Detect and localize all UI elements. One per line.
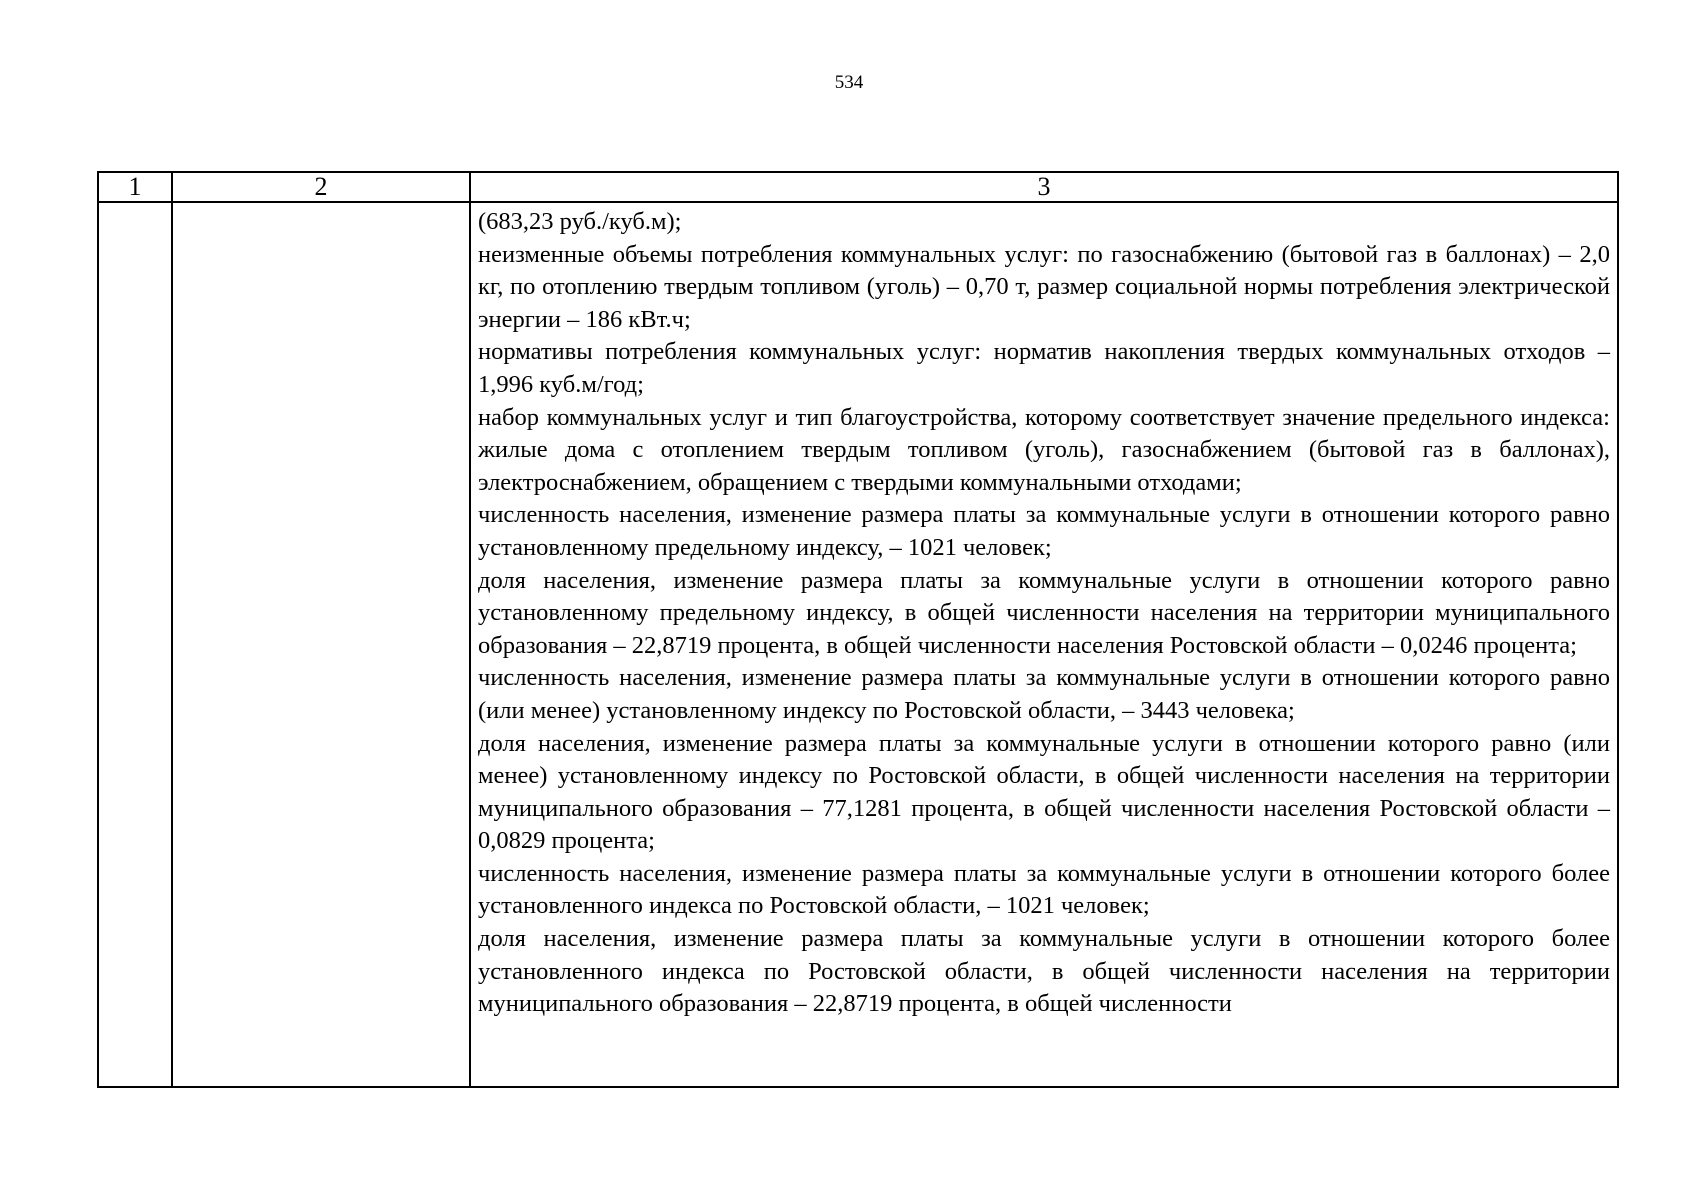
column-header-1: 1: [98, 172, 172, 202]
cell-column-1: [98, 202, 172, 1087]
column-header-3: 3: [470, 172, 1618, 202]
page-number: 534: [834, 72, 864, 93]
paragraph: численность населения, изменение размера платы за коммунальные услуги в отношении которого равно (или менее) установленному индексу по Ростовской области, – 3443 человека;: [478, 664, 1610, 724]
cell-column-3: [470, 202, 1618, 1087]
paragraph: численность населения, изменение размера платы за коммунальные услуги в отношении которого равно установленному предельному индексу, – 1021 человек;: [478, 501, 1610, 561]
table-header-row: [98, 172, 1618, 202]
paragraph: доля населения, изменение размера платы за коммунальные услуги в отношении которого равно установленному предельному индексу, в общей численности населения на территории муниципального образования – 22,8719 процента, в общей численности населения Ростовской области – 0,0246 процента;: [478, 566, 1610, 659]
paragraph: доля населения, изменение размера платы за коммунальные услуги в отношении которого более установленного индекса по Ростовской области, в общей численности населения на территории муниципального образования – 22,8719 процента, в общей численности: [478, 925, 1610, 1018]
column-header-2: 2: [172, 172, 470, 202]
table-row: [98, 202, 1618, 1087]
cell-column-2: [172, 202, 470, 1087]
document-table: [97, 171, 1619, 1088]
paragraph: численность населения, изменение размера платы за коммунальные услуги в отношении которого более установленного индекса по Ростовской области, – 1021 человек;: [478, 859, 1610, 920]
paragraph: доля населения, изменение размера платы за коммунальные услуги в отношении которого равно (или менее) установленному индексу по Ростовской области, в общей численности населения на территории муниципального образования – 77,1281 процента, в общей численности населения Ростовской области – 0,0829 процента;: [478, 729, 1610, 855]
paragraph: (683,23 руб./куб.м);: [478, 208, 682, 235]
paragraph: нормативы потребления коммунальных услуг: норматив накопления твердых коммунальных отходов – 1,996 куб.м/год;: [478, 338, 1610, 398]
paragraph: неизменные объемы потребления коммунальных услуг: по газоснабжению (бытовой газ в баллонах) – 2,0 кг, по отоплению твердым топливом (уголь) – 0,70 т, размер социальной нормы потребления электрической энергии – 186 кВт.ч;: [478, 240, 1610, 333]
paragraph: набор коммунальных услуг и тип благоустройства, которому соответствует значение предельного индекса: жилые дома с отоплением твердым топливом (уголь), газоснабжением (бытовой газ в баллонах), электроснабжением, обращением с твердыми коммунальными отходами;: [478, 403, 1610, 496]
